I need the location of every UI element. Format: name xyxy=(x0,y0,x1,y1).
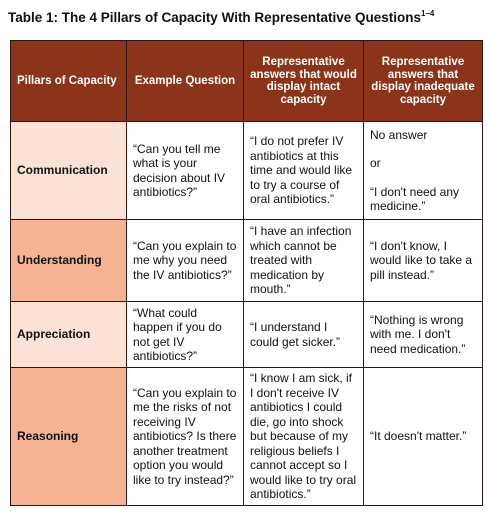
intact-answer-cell: “I have an infection which cannot be treated with medication by mouth.” xyxy=(244,220,364,302)
inadequate-answer-line: No answer xyxy=(370,127,428,142)
inadequate-answer-cell xyxy=(364,122,483,220)
pillar-cell: Communication xyxy=(11,122,127,220)
question-cell: “Can you explain to me why you need the IV antibiotics?” xyxy=(127,220,244,302)
header-inadequate-capacity: Representative answers that display inadequate capacity xyxy=(364,41,483,122)
question-cell: “Can you explain to me the risks of not receiving IV antibiotics? Is there another treatment option you would like to try instead?” xyxy=(127,368,244,506)
pillar-cell: Appreciation xyxy=(11,302,127,368)
intact-answer-cell: “I know I am sick, if I don't receive IV antibiotics I could die, go into shock but because of my religious beliefs I cannot accept so I would like to try oral antibiotics.” xyxy=(244,368,364,506)
header-pillars: Pillars of Capacity xyxy=(11,41,127,122)
intact-answer-cell: “I understand I could get sicker.” xyxy=(244,302,364,368)
question-cell: “What could happen if you do not get IV antibiotics?” xyxy=(127,302,244,368)
caption-references: 1–4 xyxy=(421,9,435,18)
intact-answer-cell: “I do not prefer IV antibiotics at this time and would like to try a course of oral antibiotics.” xyxy=(244,122,364,220)
table-row xyxy=(11,368,483,506)
pillar-cell: Reasoning xyxy=(11,368,127,506)
inadequate-answer-line: or xyxy=(370,156,381,170)
header-example-question: Example Question xyxy=(127,41,244,122)
capacity-pillars-table xyxy=(10,40,483,506)
header-intact-capacity: Representative answers that would display intact capacity xyxy=(244,41,364,122)
inadequate-answer-cell: “I don't know, I would like to take a pill instead.” xyxy=(364,220,483,302)
inadequate-answer-cell: “It doesn't matter.” xyxy=(364,368,483,506)
table-caption xyxy=(8,9,434,25)
table-row xyxy=(11,122,483,220)
question-cell: “Can you tell me what is your decision about IV antibiotics?” xyxy=(127,122,244,220)
inadequate-answer-cell: “Nothing is wrong with me. I don't need medication.” xyxy=(364,302,483,368)
inadequate-answer-line: “I don't need any medicine.” xyxy=(370,184,460,213)
caption-title: Table 1: The 4 Pillars of Capacity With Representative Questions xyxy=(8,10,421,25)
table-row xyxy=(11,302,483,368)
pillar-cell: Understanding xyxy=(11,220,127,302)
header-row xyxy=(11,41,483,122)
table-row xyxy=(11,220,483,302)
